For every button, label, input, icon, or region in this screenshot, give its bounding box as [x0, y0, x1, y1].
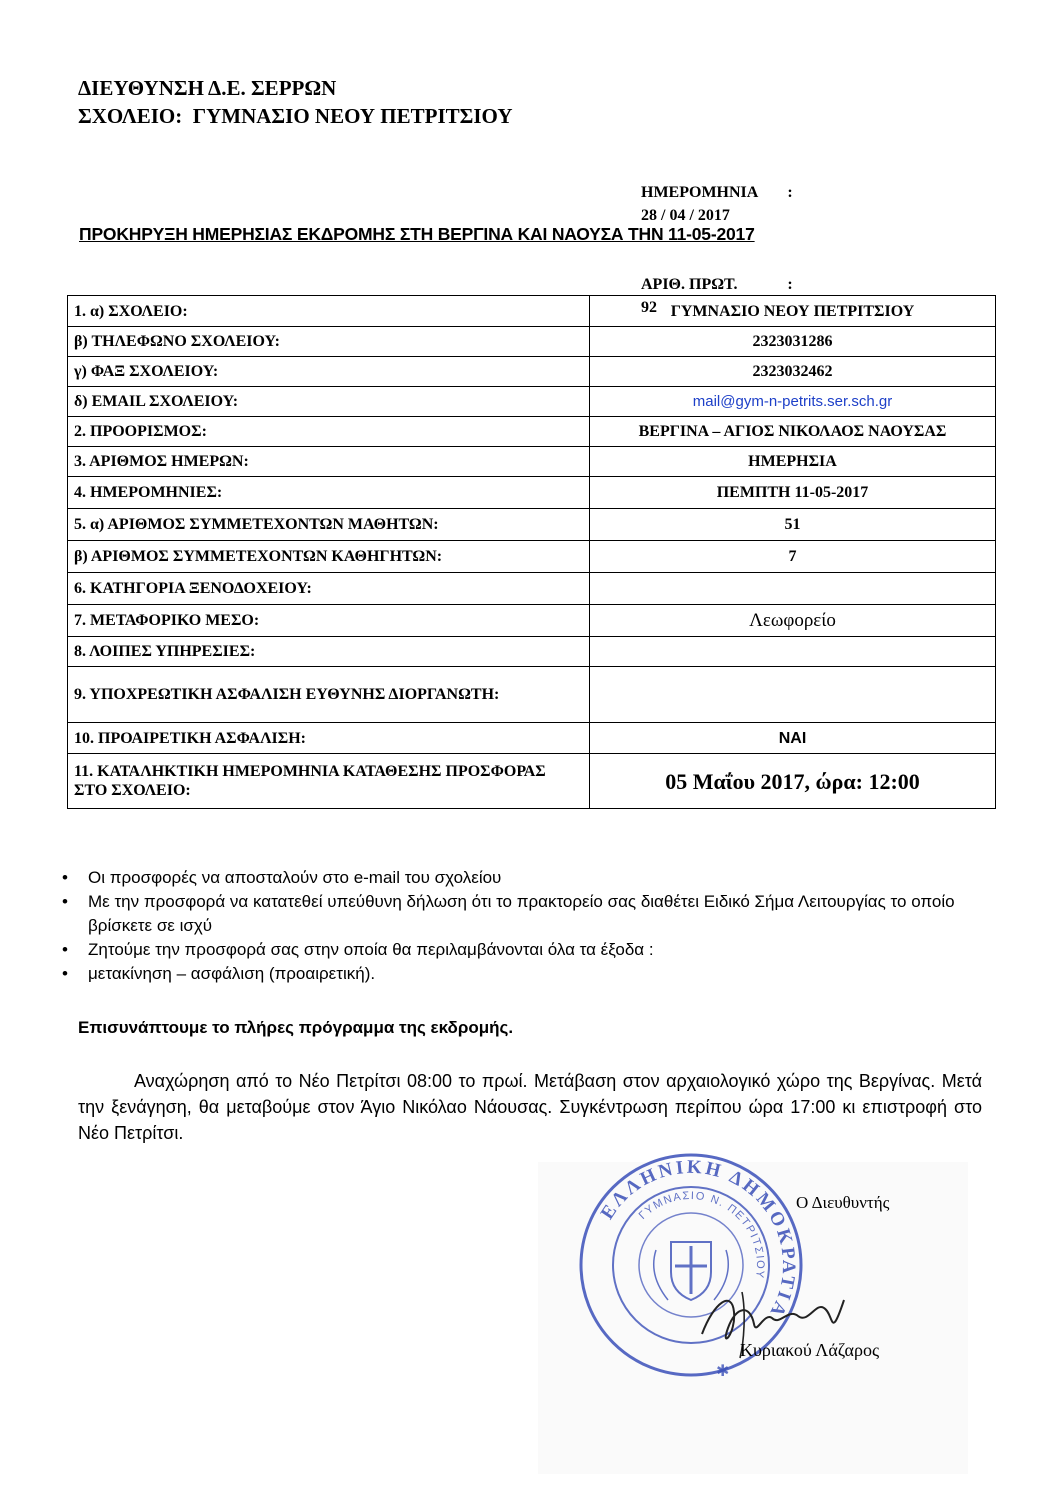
signatory-title: Ο Διευθυντής	[796, 1193, 890, 1212]
email-link[interactable]: mail@gym-n-petrits.ser.sch.gr	[590, 387, 996, 417]
table-row	[68, 327, 996, 357]
table-row	[68, 509, 996, 541]
stamp-ring-label: ΕΛΛΗΝΙΚΗ ΔΗΜΟΚΡΑΤΙΑ	[596, 1156, 800, 1323]
table-row	[68, 667, 996, 723]
row-label: β) ΤΗΛΕΦΩΝΟ ΣΧΟΛΕΙΟΥ:	[68, 327, 590, 357]
school-line: ΣΧΟΛΕΙΟ: ΓΥΜΝΑΣΙΟ ΝΕΟΥ ΠΕΤΡΙΤΣΙΟΥ	[78, 104, 513, 128]
row-label: 8. ΛΟΙΠΕΣ ΥΠΗΡΕΣΙΕΣ:	[68, 637, 590, 667]
stamp-inner-label: ΓΥΜΝΑΣΙΟ Ν. ΠΕΤΡΙΤΣΙΟΥ	[636, 1189, 767, 1280]
row-value	[590, 667, 996, 723]
signatory-name: Κυριακού Λάζαρος	[740, 1340, 880, 1360]
row-label: β) ΑΡΙΘΜΟΣ ΣΥΜΜΕΤΕΧΟΝΤΩΝ ΚΑΘΗΓΗΤΩΝ:	[68, 541, 590, 573]
note-text: Με την προσφορά να κατατεθεί υπεύθυνη δήλωση ότι το πρακτορείο σας διαθέτει Ειδικό Σήμα Λειτουργίας το οποίο βρίσκετε σε ισχύ	[88, 892, 955, 935]
row-value	[590, 637, 996, 667]
row-label: 4. ΗΜΕΡΟΜΗΝΙΕΣ:	[68, 477, 590, 509]
table-row	[68, 541, 996, 573]
note-text: μετακίνηση – ασφάλιση (προαιρετική).	[88, 964, 376, 983]
table-row	[68, 605, 996, 637]
table-row	[68, 387, 996, 417]
table-row	[68, 296, 996, 327]
row-value: Λεωφορείο	[590, 605, 996, 637]
note-text: Οι προσφορές να αποσταλούν στο e-mail του σχολείου	[88, 868, 502, 887]
trip-program: Αναχώρηση από το Νέο Πετρίτσι 08:00 το πρωί. Μετάβαση στον αρχαιολογικό χώρο της Βεργίνας. Μετά την ξενάγηση, θα μεταβούμε στον Άγιο Νικόλαο Νάουσας. Συγκέντρωση περίπου ώρα 17:00 κι επιστροφή στο Νέο Πετρίτσι.	[78, 1071, 982, 1143]
row-value: ΝΑΙ	[590, 723, 996, 754]
row-label: 11. ΚΑΤΑΛΗΚΤΙΚΗ ΗΜΕΡΟΜΗΝΙΑ ΚΑΤΑΘΕΣΗΣ ΠΡΟΣΦΟΡΑΣ ΣΤΟ ΣΧΟΛΕΙΟ:	[68, 754, 590, 809]
row-label: 6. ΚΑΤΗΓΟΡΙΑ ΞΕΝΟΔΟΧΕΙΟΥ:	[68, 573, 590, 605]
list-item	[58, 890, 993, 938]
row-label: 9. ΥΠΟΧΡΕΩΤΙΚΗ ΑΣΦΑΛΙΣΗ ΕΥΘΥΝΗΣ ΔΙΟΡΓΑΝΩΤΗ:	[68, 667, 590, 723]
row-label: 7. ΜΕΤΑΦΟΡΙΚΟ ΜΕΣΟ:	[68, 605, 590, 637]
stamp-star-icon: ✱	[716, 1363, 730, 1380]
row-value: ΒΕΡΓΙΝΑ – ΑΓΙΟΣ ΝΙΚΟΛΑΟΣ ΝΑΟΥΣΑΣ	[590, 417, 996, 447]
table-row	[68, 477, 996, 509]
list-item	[58, 962, 993, 986]
bullet-icon: •	[62, 964, 68, 983]
date-value: 28 / 04 / 2017	[641, 207, 730, 224]
row-label: 10. ΠΡΟΑΙΡΕΤΙΚΗ ΑΣΦΑΛΙΣΗ:	[68, 723, 590, 754]
row-label: γ) ΦΑΞ ΣΧΟΛΕΙΟΥ:	[68, 357, 590, 387]
table-row	[68, 637, 996, 667]
protocol-separator: :	[787, 276, 793, 293]
row-value: 7	[590, 541, 996, 573]
announcement-title: ΠΡΟΚΗΡΥΞΗ ΗΜΕΡΗΣΙΑΣ ΕΚΔΡΟΜΗΣ ΣΤΗ ΒΕΡΓΙΝΑ ΚΑΙ ΝΑΟΥΣΑ ΤΗΝ 11-05-2017	[79, 224, 755, 244]
row-label: δ) EMAIL ΣΧΟΛΕΙΟΥ:	[68, 387, 590, 417]
row-value	[590, 573, 996, 605]
bullet-icon: •	[62, 892, 68, 911]
row-value: 2323031286	[590, 327, 996, 357]
protocol-label: ΑΡΙΘ. ΠΡΩΤ.	[641, 276, 738, 293]
letterhead	[78, 74, 513, 130]
list-item	[58, 938, 993, 962]
directorate-line: ΔΙΕΥΘΥΝΣΗ Δ.Ε. ΣΕΡΡΩΝ	[78, 76, 337, 100]
notes-list	[58, 866, 993, 986]
date-separator: :	[787, 184, 793, 201]
date-label: ΗΜΕΡΟΜΗΝΙΑ	[641, 184, 759, 201]
table-row	[68, 723, 996, 754]
table-row	[68, 417, 996, 447]
row-value: ΠΕΜΠΤΗ 11-05-2017	[590, 477, 996, 509]
row-value: ΓΥΜΝΑΣΙΟ ΝΕΟΥ ΠΕΤΡΙΤΣΙΟΥ	[590, 296, 996, 327]
table-row	[68, 573, 996, 605]
row-label: 3. ΑΡΙΘΜΟΣ ΗΜΕΡΩΝ:	[68, 447, 590, 477]
table-row	[68, 357, 996, 387]
row-label: 2. ΠΡΟΟΡΙΣΜΟΣ:	[68, 417, 590, 447]
row-label: 5. α) ΑΡΙΘΜΟΣ ΣΥΜΜΕΤΕΧΟΝΤΩΝ ΜΑΘΗΤΩΝ:	[68, 509, 590, 541]
list-item	[58, 866, 993, 890]
row-value: 05 Μαΐου 2017, ώρα: 12:00	[590, 754, 996, 809]
row-value: 51	[590, 509, 996, 541]
table-row	[68, 754, 996, 809]
bullet-icon: •	[62, 940, 68, 959]
note-text: Ζητούμε την προσφορά σας στην οποία θα περιλαμβάνονται όλα τα έξοδα :	[88, 940, 654, 959]
bullet-icon: •	[62, 868, 68, 887]
table-row	[68, 447, 996, 477]
row-value: 2323032462	[590, 357, 996, 387]
attachment-note: Επισυνάπτουμε το πλήρες πρόγραμμα της εκδρομής.	[78, 1018, 514, 1037]
row-label: 1. α) ΣΧΟΛΕΙΟ:	[68, 296, 590, 327]
trip-details-table	[67, 295, 996, 809]
row-value: ΗΜΕΡΗΣΙΑ	[590, 447, 996, 477]
protocol-value: 92	[641, 299, 657, 316]
